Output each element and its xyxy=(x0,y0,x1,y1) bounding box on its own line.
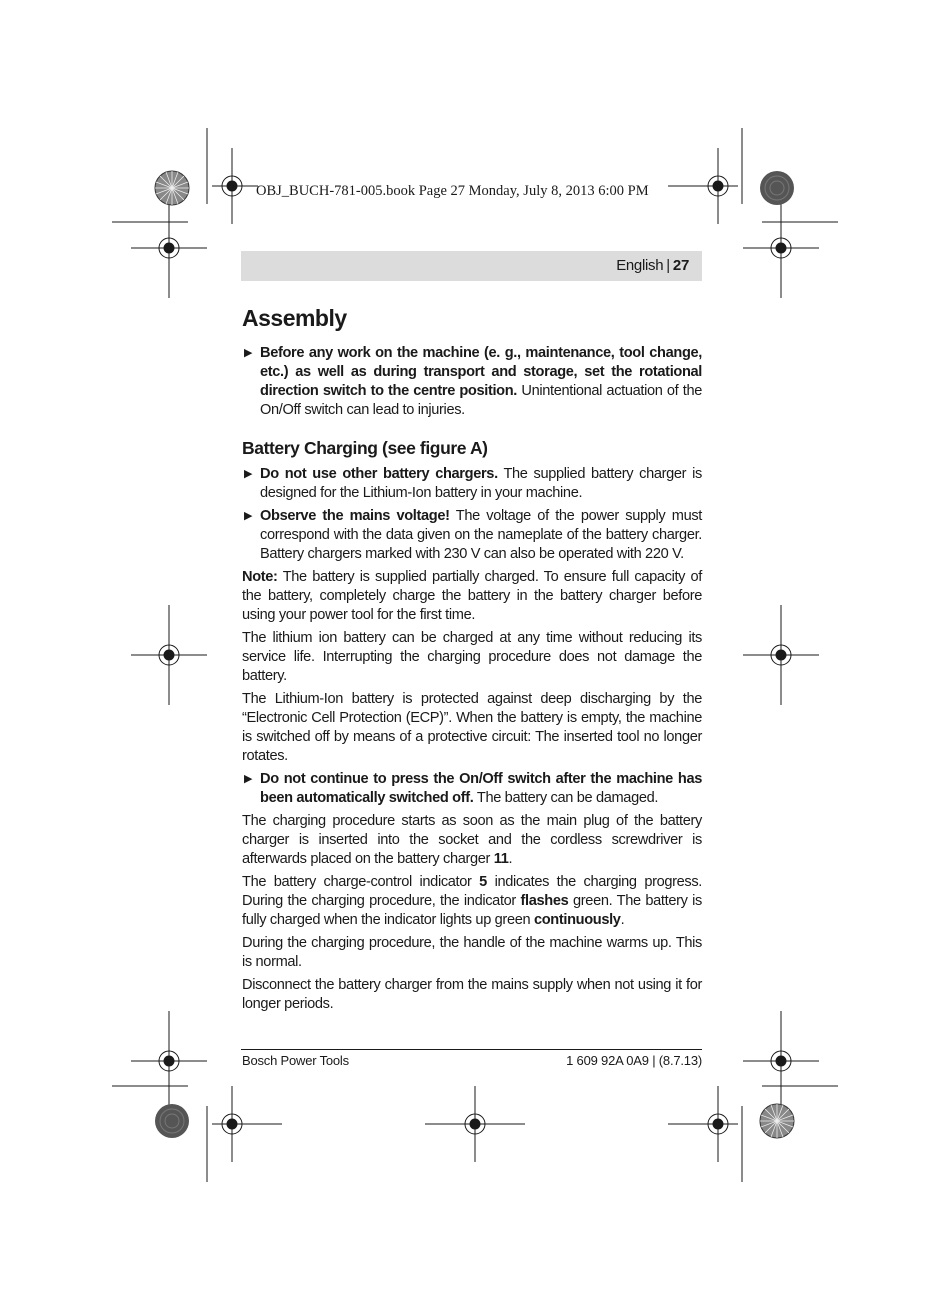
crosshair-target-icon xyxy=(131,605,207,705)
paragraph-text: . xyxy=(620,912,625,928)
starburst-target-icon xyxy=(760,1104,794,1138)
crosshair-target-icon xyxy=(668,1086,738,1162)
warning-text: The voltage of the power supply must correspond with the data given on the nameplate of the battery charger. Battery chargers marked with 230 V can also be operated with 220 V. xyxy=(260,508,702,562)
crosshair-target-icon xyxy=(698,148,738,224)
emphasis-text: flashes xyxy=(520,893,569,909)
warning-text: Unintentional actuation of the On/Off switch can lead to injuries. xyxy=(260,383,703,418)
crosshair-target-icon xyxy=(212,1086,282,1162)
page-number: 27 xyxy=(672,257,689,274)
figure-reference: 11 xyxy=(493,851,509,867)
paragraph-text: The charging procedure starts as soon as the main plug of the battery charger is inserted into the socket and the cordless screwdriver is afterwards placed on the battery charger xyxy=(242,813,702,867)
warning-bold-text: Observe the mains voltage! xyxy=(260,508,450,524)
footer-document-number: 1 609 92A 0A9 | (8.7.13) xyxy=(566,1053,702,1068)
page-content xyxy=(242,303,702,1018)
note-label: Note: xyxy=(242,569,278,585)
footer-rule xyxy=(241,1049,702,1050)
warning-bullet xyxy=(242,507,702,564)
bullet-triangle-icon: ▶ xyxy=(244,773,253,785)
warning-bold-text: Do not use other battery chargers. xyxy=(260,466,498,482)
body-paragraph xyxy=(242,812,702,869)
bullet-triangle-icon: ▶ xyxy=(244,347,253,359)
paragraph-text: The battery charge-control indicator xyxy=(242,874,480,890)
crosshair-target-icon xyxy=(131,196,207,298)
warning-text: The battery can be damaged. xyxy=(473,790,659,806)
note-paragraph xyxy=(242,568,702,625)
warning-bold-text: Do not continue to press the On/Off switch after the machine has been automatically switched off. xyxy=(260,771,702,806)
header-separator: | xyxy=(666,257,670,274)
density-target-icon xyxy=(155,1104,189,1138)
paragraph-text: indicates the charging progress. During the charging procedure, the indicator xyxy=(242,874,703,909)
crosshair-target-icon xyxy=(743,196,819,298)
crosshair-target-icon xyxy=(743,605,819,705)
warning-bullet xyxy=(242,770,702,808)
subsection-heading: Battery Charging (see figure A) xyxy=(242,438,488,458)
body-paragraph xyxy=(242,873,702,930)
note-text: The battery is supplied partially charged. To ensure full capacity of the battery, completely charge the battery in the battery charger before using your power tool for the first time. xyxy=(242,569,702,623)
figure-reference: 5 xyxy=(479,874,487,890)
body-paragraph: During the charging procedure, the handle of the machine warms up. This is normal. xyxy=(242,935,702,970)
density-target-icon xyxy=(760,171,794,205)
paragraph-text: green. The battery is fully charged when the indicator lights up green xyxy=(242,893,702,928)
page-header xyxy=(616,257,689,274)
crosshair-target-icon xyxy=(425,1086,525,1162)
section-title: Assembly xyxy=(242,305,347,331)
warning-bullet xyxy=(242,465,702,503)
crosshair-target-icon xyxy=(131,1011,207,1111)
warning-bold-text: Before any work on the machine (e. g., maintenance, tool change, etc.) as well as during transport and storage, set the rotational direction switch to the centre position. xyxy=(260,345,702,399)
body-paragraph: The Lithium-Ion battery is protected against deep discharging by the “Electronic Cell Protection (ECP)”. When the battery is empty, the machine is switched off by means of a protective circuit: The inserted tool no longer rotates. xyxy=(242,691,702,764)
warning-text: The supplied battery charger is designed for the Lithium-Ion battery in your machine. xyxy=(260,466,702,501)
header-language: English xyxy=(616,257,664,274)
emphasis-text: continuously xyxy=(533,912,621,928)
body-paragraph: Disconnect the battery charger from the mains supply when not using it for longer periods. xyxy=(242,977,702,1012)
print-slug-info: OBJ_BUCH-781-005.book Page 27 Monday, July 8, 2013 6:00 PM xyxy=(256,183,649,199)
body-paragraph: The lithium ion battery can be charged at any time without reducing its service life. Interrupting the charging procedure does not damage the battery. xyxy=(242,630,702,684)
crosshair-target-icon xyxy=(743,1011,819,1111)
warning-bullet xyxy=(242,344,702,420)
bullet-triangle-icon: ▶ xyxy=(244,468,253,480)
crosshair-target-icon xyxy=(212,148,252,224)
bullet-triangle-icon: ▶ xyxy=(244,510,253,522)
footer-brand: Bosch Power Tools xyxy=(242,1053,349,1068)
paragraph-text: . xyxy=(508,851,513,867)
starburst-target-icon xyxy=(155,171,189,205)
page-header-bar xyxy=(241,251,702,281)
